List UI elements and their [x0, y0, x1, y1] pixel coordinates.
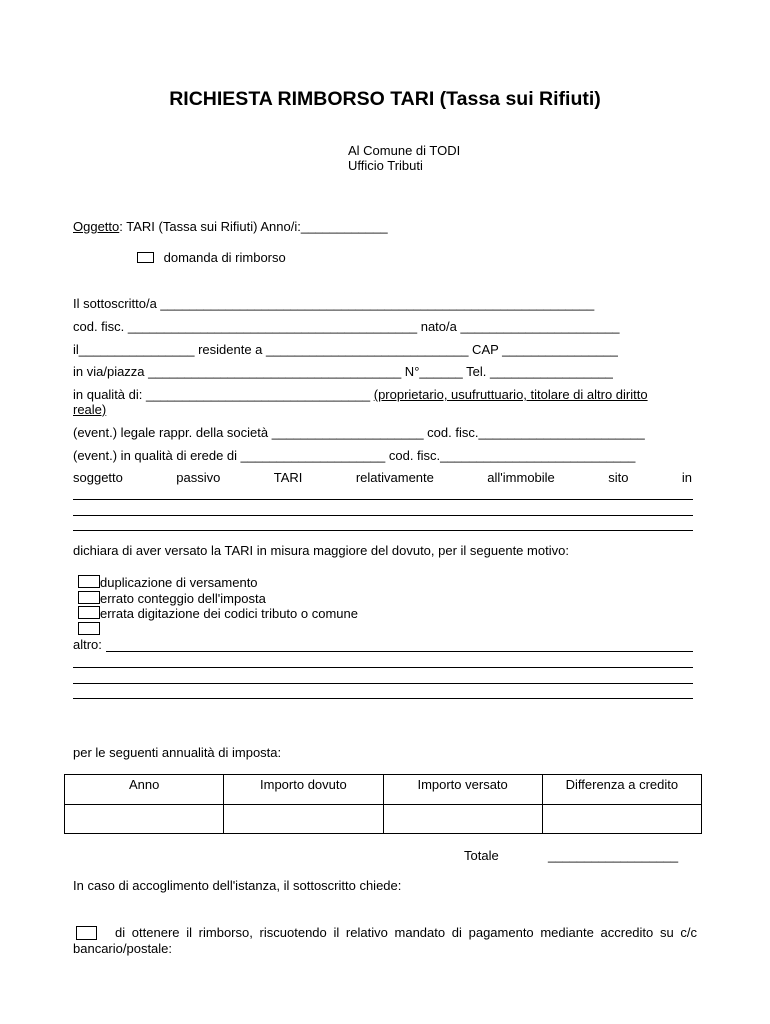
subject-line	[73, 219, 388, 234]
altro-label: altro:	[73, 637, 102, 652]
page-title: RICHIESTA RIMBORSO TARI (Tassa sui Rifiuti)	[169, 88, 601, 110]
table-cell[interactable]	[542, 805, 701, 834]
word: all'immobile	[487, 470, 555, 485]
soggetto-passivo-line	[73, 470, 692, 485]
motivo-row	[78, 591, 266, 606]
totale-label: Totale	[464, 848, 499, 863]
field-legale-rappr: (event.) legale rappr. della società _____________________ cod. fisc._______________________	[73, 425, 645, 440]
annualita-table	[64, 774, 702, 834]
blank-line	[73, 698, 693, 699]
table-header-row	[65, 775, 702, 805]
subject-text: : TARI (Tassa sui Rifiuti) Anno/i:____________	[119, 219, 388, 234]
qualita-note: (proprietario, usufruttuario, titolare di altro diritto	[373, 387, 648, 402]
motivo-checkbox[interactable]	[78, 591, 100, 604]
altro-line	[106, 651, 693, 652]
accoglimento-text: In caso di accoglimento dell'istanza, il sottoscritto chiede:	[73, 878, 402, 893]
recipient-line-1: Al Comune di TODI	[348, 143, 461, 158]
subject-label: Oggetto	[73, 219, 120, 234]
table-cell[interactable]	[383, 805, 542, 834]
table-cell[interactable]	[65, 805, 224, 834]
field-sottoscritto: Il sottoscritto/a ____________________________________________________________	[73, 296, 595, 311]
rimborso-option-text: di ottenere il rimborso, riscuotendo il relativo mandato di pagamento mediante accredito su c/c bancario/postale:	[73, 925, 697, 956]
word: relativamente	[355, 470, 434, 485]
table-header-cell: Importo dovuto	[224, 775, 383, 805]
motivo-label: errata digitazione dei codici tributo o comune	[100, 606, 358, 621]
motivo-row	[78, 606, 358, 621]
table-header-cell: Importo versato	[383, 775, 542, 805]
blank-line	[73, 515, 693, 516]
motivo-checkbox[interactable]	[78, 575, 100, 588]
word: passivo	[176, 470, 221, 485]
totale-blank: __________________	[548, 848, 679, 863]
table-cell[interactable]	[224, 805, 383, 834]
request-type-checkbox[interactable]	[137, 252, 154, 263]
field-codfisc-nato: cod. fisc. ________________________________________ nato/a ______________________	[73, 319, 620, 334]
table-row	[65, 805, 702, 834]
motivo-row	[78, 575, 258, 590]
field-via-n-tel: in via/piazza ___________________________________ N°______ Tel. _________________	[73, 364, 613, 379]
blank-line	[73, 499, 693, 500]
table-header-cell: Differenza a credito	[542, 775, 701, 805]
blank-line	[73, 530, 693, 531]
motivo-label: errato conteggio dell'imposta	[100, 591, 266, 606]
field-qualita	[73, 387, 648, 402]
qualita-note-cont: reale)	[73, 402, 107, 417]
dichiara-text: dichiara di aver versato la TARI in misura maggiore del dovuto, per il seguente motivo:	[73, 543, 569, 558]
motivo-checkbox[interactable]	[78, 606, 100, 619]
motivo-label: duplicazione di versamento	[100, 575, 258, 590]
annualita-label: per le seguenti annualità di imposta:	[73, 745, 282, 760]
qualita-prefix: in qualità di: _______________________________	[73, 387, 374, 402]
recipient-line-2: Ufficio Tributi	[348, 158, 423, 173]
request-type-label: domanda di rimborso	[163, 250, 286, 265]
word: TARI	[273, 470, 303, 485]
field-erede: (event.) in qualità di erede di ____________________ cod. fisc.___________________________	[73, 448, 636, 463]
request-type-row	[137, 250, 286, 265]
blank-line	[73, 683, 693, 684]
motivo-row	[78, 622, 100, 637]
motivo-checkbox-altro[interactable]	[78, 622, 100, 635]
blank-line	[73, 667, 693, 668]
word: sito	[608, 470, 629, 485]
word: soggetto	[73, 470, 123, 485]
word: in	[681, 470, 692, 485]
table-header-cell: Anno	[65, 775, 224, 805]
field-il-residente-cap: il________________ residente a ____________________________ CAP ________________	[73, 342, 618, 357]
